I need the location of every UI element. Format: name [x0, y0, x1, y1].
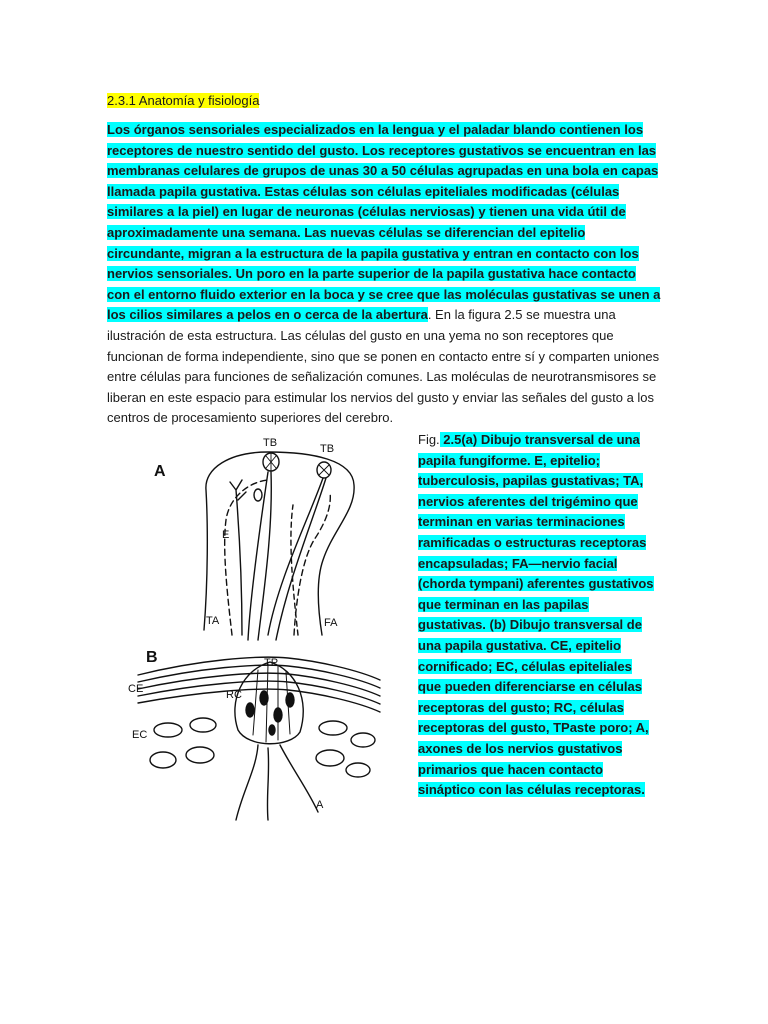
epithelial-cell	[316, 750, 344, 766]
label-ce: CE	[128, 683, 144, 695]
epithelial-cell	[346, 763, 370, 777]
receptor-nucleus	[286, 693, 294, 707]
section-heading	[107, 92, 259, 110]
body-paragraph	[107, 120, 662, 429]
caption-highlighted: 2.5(a) Dibujo transversal de una papila fungiforme. E, epitelio; tuberculosis, papilas gustativas; TA, nervios aferentes del trigémino que terminan en varias terminaciones ramificadas o estructuras receptoras encapsuladas; FA—nervio facial (chorda tympani) aferentes gustativos que terminan en las papilas gustativas. (b) Dibujo transversal de una papila gustativa. CE, epitelio cornificado; EC, células epiteliales que pueden diferenciarse en células receptoras del gusto; RC, células receptoras del gusto, TPaste poro; A, axones de los nervios gustativos primarios que hacen contacto sináptico con las células receptoras.	[418, 432, 654, 798]
axon	[280, 745, 318, 812]
nerve-fiber	[276, 478, 326, 640]
caption-prefix: Fig.	[418, 432, 440, 447]
epithelial-cell	[190, 718, 216, 732]
figure-caption	[418, 430, 658, 801]
highlighted-text: Los órganos sensoriales especializados en la lengua y el paladar blando contienen los receptores de nuestro sentido del gusto. Los receptores gustativos se encuentran en las membranas celulares de grupos de unas 30 a 50 células agrupadas en una bola en capas llamada papila gustativa. Estas células son células epiteliales modificadas (células similares a la piel) en lugar de neuronas (células nerviosas) y tienen una vida útil de aproximadamente una semana. Las nuevas células se diferencian del epitelio circundante, migran a la estructura de la papila gustativa y entran en contacto con los nervios sensoriales. Un poro en la parte superior de la papila gustativa hace contacto con el entorno fluido exterior en la boca y se cree que las moléculas gustativas se unen a los cilios similares a pelos en o cerca de la abertura	[107, 122, 661, 323]
axon	[267, 748, 268, 820]
panel-a-label: A	[154, 463, 166, 480]
nerve-fiber	[248, 472, 268, 640]
panel-b-label: B	[146, 649, 158, 666]
plain-text: . En la figura 2.5 se muestra una ilustración de esta estructura. Las células del gusto en una yema no son receptores que funcionan de forma independiente, sino que se ponen en contacto entre sí y comparten uniones entre células para funciones de señalización comunes. Las moléculas de neurotransmisores se liberan en este espacio para estimular los nervios del gusto y enviar las señales del gusto a los centros de procesamiento superiores del cerebro.	[107, 307, 660, 426]
epithelial-cell	[319, 721, 347, 735]
label-rc: RC	[226, 689, 242, 701]
receptor-nucleus	[246, 703, 254, 717]
figure-illustration	[118, 430, 388, 825]
receptor-nucleus	[260, 691, 268, 705]
label-ta: TA	[206, 615, 220, 627]
label-tp: TP	[264, 657, 279, 669]
taste-bud-small	[254, 489, 262, 501]
label-ec: EC	[132, 729, 148, 741]
label-tb-2: TB	[320, 443, 335, 455]
label-fa: FA	[324, 617, 338, 629]
epithelial-cell	[154, 723, 182, 737]
taste-bud-top-detail	[266, 453, 276, 471]
papilla-inner-outline-right	[294, 492, 330, 635]
epithelial-cell	[186, 747, 214, 763]
epithelial-cell	[150, 752, 176, 768]
taste-bud-right-detail	[319, 465, 329, 475]
label-tb-1: TB	[263, 437, 278, 449]
label-a: A	[316, 799, 324, 811]
epithelial-cell	[351, 733, 375, 747]
receptor-nucleus	[274, 708, 282, 722]
axon	[236, 745, 258, 820]
papilla-outer-outline	[204, 452, 354, 635]
label-e: E	[222, 529, 230, 541]
taste-bud-drawing	[118, 430, 388, 825]
section-heading-text: 2.3.1 Anatomía y fisiología	[107, 93, 260, 108]
receptor-nucleus	[269, 725, 275, 735]
